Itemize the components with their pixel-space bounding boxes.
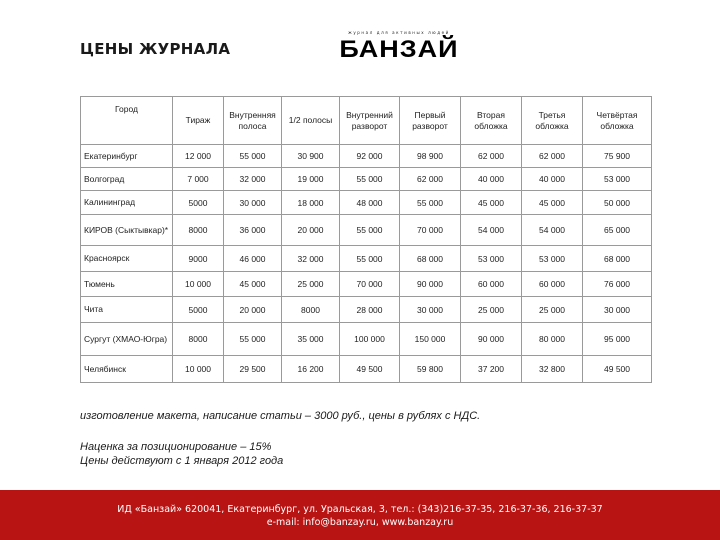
table-cell: 60 000 [522,272,583,297]
table-cell: 65 000 [583,215,652,246]
table-cell: 90 000 [461,323,522,356]
table-cell: 68 000 [400,246,461,272]
column-header: Внутренний разворот [340,97,400,145]
table-cell: 10 000 [173,272,224,297]
table-cell: 55 000 [340,246,400,272]
table-cell: 30 000 [583,297,652,323]
table-cell: 9000 [173,246,224,272]
table-cell: 55 000 [224,323,282,356]
table-cell: 55 000 [224,145,282,168]
pricing-notes [80,440,283,468]
table-cell: Тюмень [81,272,173,297]
table-cell: 90 000 [400,272,461,297]
table-cell: 80 000 [522,323,583,356]
table-cell: 150 000 [400,323,461,356]
table-cell: 70 000 [400,215,461,246]
table-cell: 62 000 [461,145,522,168]
table-cell: 75 900 [583,145,652,168]
table-cell: 30 000 [400,297,461,323]
column-header: Третья обложка [522,97,583,145]
table-cell: 95 000 [583,323,652,356]
price-table [80,96,652,383]
table-cell: 40 000 [461,168,522,191]
table-cell: 68 000 [583,246,652,272]
table-cell: 76 000 [583,272,652,297]
table-cell: 45 000 [224,272,282,297]
table-cell: 8000 [173,215,224,246]
table-cell: 49 500 [340,356,400,383]
table-cell: 54 000 [461,215,522,246]
table-cell: Красноярск [81,246,173,272]
footer-web: e-mail: info@banzay.ru, www.banzay.ru [266,517,454,528]
table-cell: 60 000 [461,272,522,297]
table-cell: КИРОВ (Сыктывкар)* [81,215,173,246]
table-cell: 25 000 [461,297,522,323]
table-row [81,323,652,356]
table-cell: 36 000 [224,215,282,246]
markup-note: Наценка за позиционирование – 15% [80,441,272,453]
table-cell: 59 800 [400,356,461,383]
table-cell: 19 000 [282,168,340,191]
table-cell: 32 800 [522,356,583,383]
footer-address: ИД «Банзай» 620041, Екатеринбург, ул. Уральская, 3, тел.: (343)216-37-35, 216-37-36, 216-37-37 [117,504,603,515]
table-cell: 20 000 [282,215,340,246]
table-row [81,168,652,191]
table-cell: 8000 [173,323,224,356]
table-cell: 30 000 [224,191,282,215]
table-cell: 53 000 [461,246,522,272]
table-cell: 28 000 [340,297,400,323]
column-header: 1/2 полосы [282,97,340,145]
table-cell: 100 000 [340,323,400,356]
table-cell: 54 000 [522,215,583,246]
table-cell: 8000 [282,297,340,323]
page-title: ЦЕНЫ ЖУРНАЛА [80,40,231,58]
table-cell: 29 500 [224,356,282,383]
table-cell: Екатеринбург [81,145,173,168]
table-row [81,215,652,246]
table-cell: 5000 [173,297,224,323]
table-row [81,246,652,272]
table-cell: 25 000 [282,272,340,297]
column-header: Тираж [173,97,224,145]
table-cell: 10 000 [173,356,224,383]
table-cell: 50 000 [583,191,652,215]
table-cell: Челябинск [81,356,173,383]
table-cell: Калининград [81,191,173,215]
table-cell: 45 000 [461,191,522,215]
table-cell: 35 000 [282,323,340,356]
column-header: Первый разворот [400,97,461,145]
table-row [81,145,652,168]
table-row [81,272,652,297]
table-cell: Волгоград [81,168,173,191]
table-cell: 48 000 [340,191,400,215]
column-header: Четвёртая обложка [583,97,652,145]
table-cell: 98 900 [400,145,461,168]
table-cell: 53 000 [583,168,652,191]
table-cell: 46 000 [224,246,282,272]
table-cell: 32 000 [224,168,282,191]
table-cell: 55 000 [340,215,400,246]
brand-logo [328,30,470,62]
table-cell: 92 000 [340,145,400,168]
table-cell: 62 000 [400,168,461,191]
table-cell: 25 000 [522,297,583,323]
logo-tagline: журнал для активных людей [348,30,450,35]
production-note: изготовление макета, написание статьи – 3000 руб., цены в рублях с НДС. [80,410,481,422]
table-cell: 62 000 [522,145,583,168]
column-header: Вторая обложка [461,97,522,145]
logo-wordmark: БАНЗАЙ [339,35,459,63]
table-cell: 37 200 [461,356,522,383]
table-header-row [81,97,652,145]
table-cell: 5000 [173,191,224,215]
table-cell: 53 000 [522,246,583,272]
table-cell: 55 000 [340,168,400,191]
column-header: Внутренняя полоса [224,97,282,145]
table-cell: 7 000 [173,168,224,191]
table-row [81,356,652,383]
table-row [81,297,652,323]
table-cell: 45 000 [522,191,583,215]
table-cell: 40 000 [522,168,583,191]
table-cell: 16 200 [282,356,340,383]
table-cell: 30 900 [282,145,340,168]
table-cell: 18 000 [282,191,340,215]
validity-note: Цены действуют с 1 января 2012 года [80,455,284,467]
table-cell: 49 500 [583,356,652,383]
footer-contacts [0,490,720,540]
table-cell: 12 000 [173,145,224,168]
table-cell: 32 000 [282,246,340,272]
table-row [81,191,652,215]
table-cell: 20 000 [224,297,282,323]
table-cell: 55 000 [400,191,461,215]
column-header: Город [81,97,173,145]
table-cell: Чита [81,297,173,323]
table-cell: 70 000 [340,272,400,297]
table-cell: Сургут (ХМАО-Югра) [81,323,173,356]
